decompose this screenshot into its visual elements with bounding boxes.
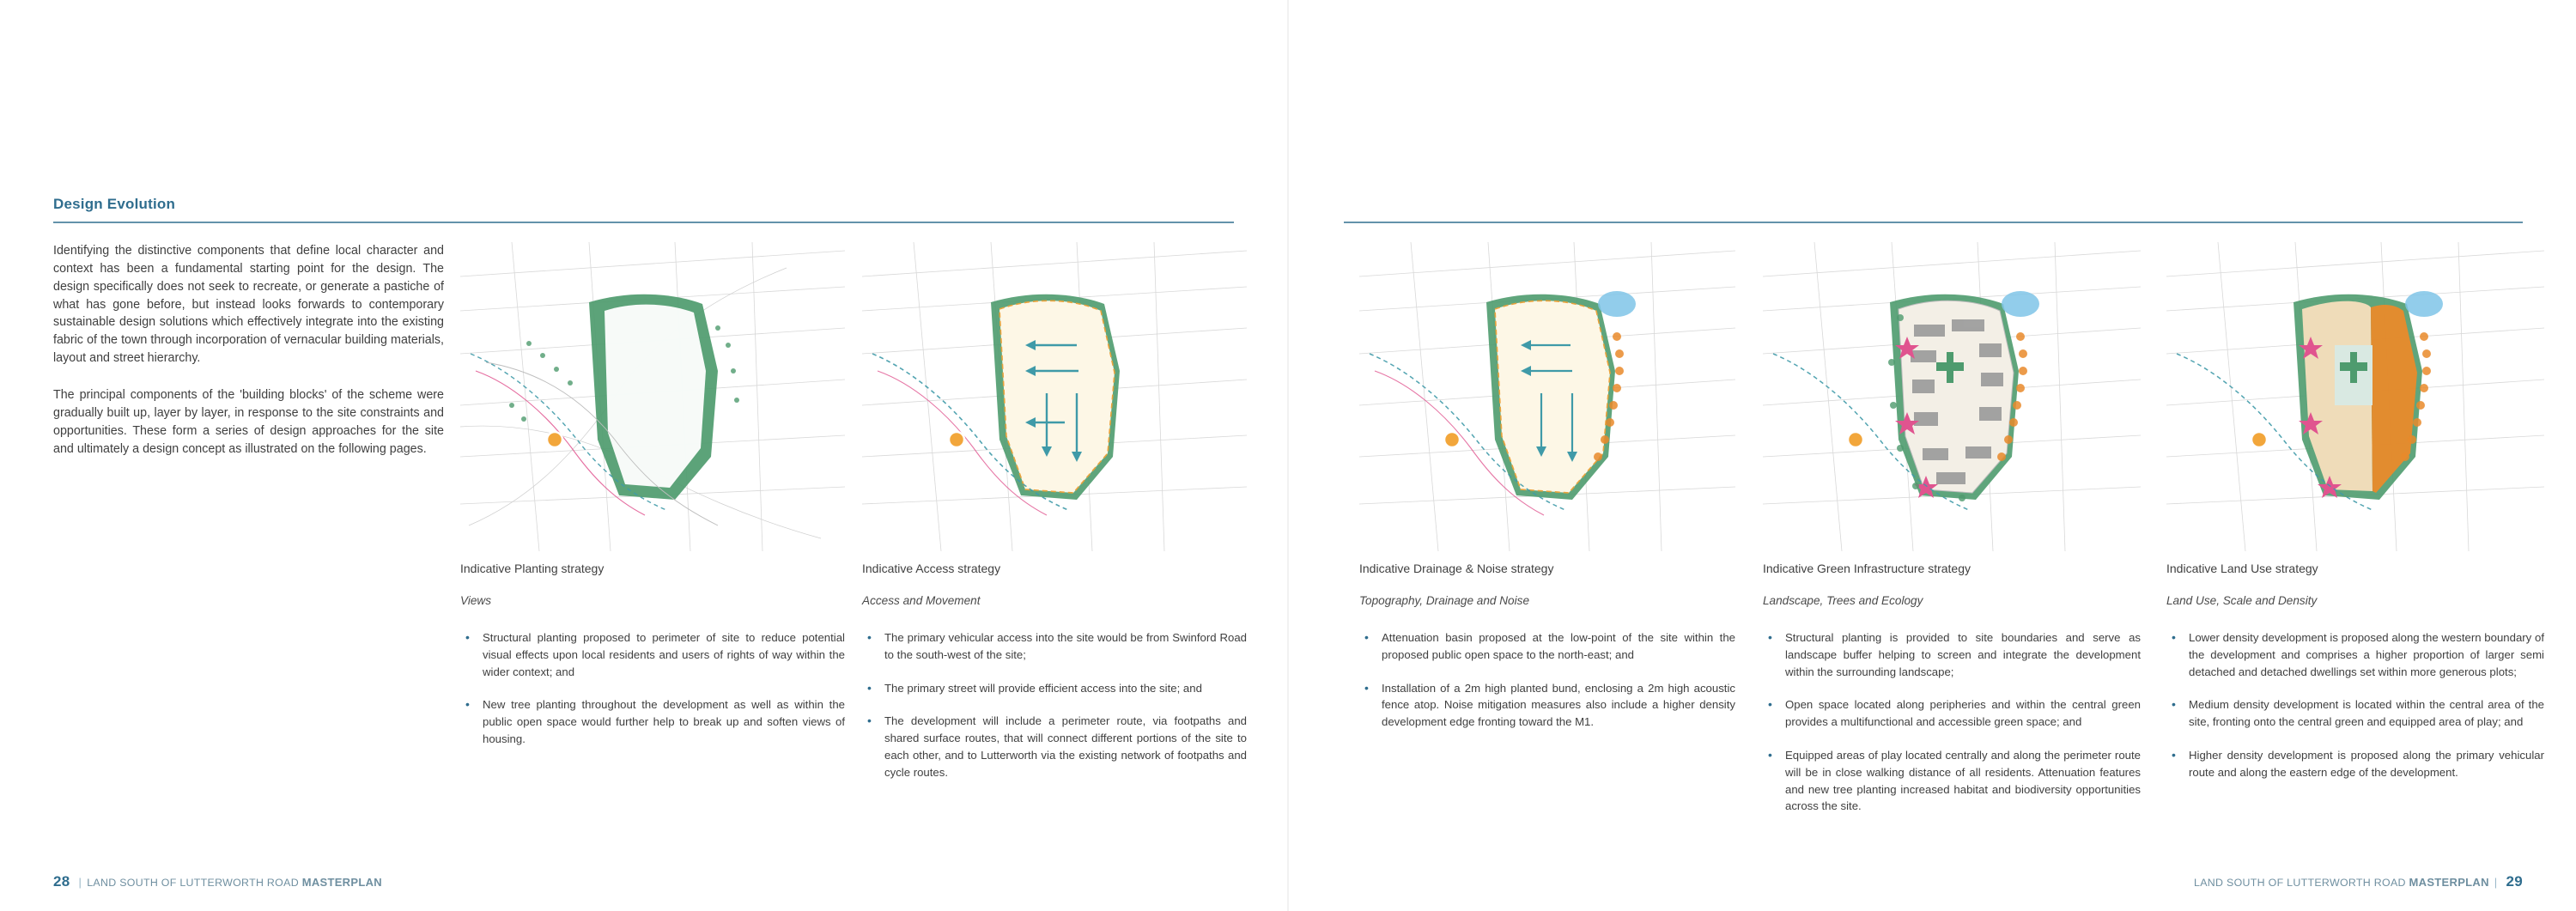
list-item: • The development will include a perimeter route, via footpaths and shared surface routes, that will connect different portions of the site to each other, and to Lutterworth via the existing network of footpaths and cycle routes. xyxy=(862,713,1247,780)
list-item: • Installation of a 2m high planted bund, enclosing a 2m high acoustic fence atop. Noise mitigation measures also include a higher density development edge fronting toward the M1. xyxy=(1359,680,1735,731)
list-item: • Structural planting proposed to perimeter of site to reduce potential visual effects upon local residents and users of rights of way within the wider context; and xyxy=(460,629,845,680)
panel-drainage-noise-strategy xyxy=(1359,242,1735,747)
access-point-marker xyxy=(1848,432,1863,447)
panel-bullet-list xyxy=(2166,629,2544,781)
list-item: • Higher density development is proposed along the primary vehicular route and along the eastern edge of the development. xyxy=(2166,747,2544,781)
panel-subtitle: Landscape, Trees and Ecology xyxy=(1763,594,1923,607)
panel-bullet-list xyxy=(1763,629,2141,815)
panel-green-infrastructure-strategy xyxy=(1763,242,2141,831)
panel-land-use-strategy xyxy=(2166,242,2544,798)
panel-caption: Indicative Drainage & Noise strategy xyxy=(1359,562,1554,575)
page-number-left: 28 xyxy=(53,873,70,890)
map-drainage-strategy xyxy=(1359,242,1735,551)
title-divider-right xyxy=(1344,222,2523,223)
map-landuse-svg xyxy=(2166,242,2544,551)
panel-planting-strategy xyxy=(460,242,845,764)
map-access-strategy xyxy=(862,242,1247,551)
intro-paragraph-1: Identifying the distinctive components that define local character and context has been a fundamental starting point for the design. The design specifically does not seek to recreate, or generate a pastiche of what has gone before, but instead looks forwards to contemporary sustainable design solutions which effectively integrate into the existing fabric of the town through incorporation of vernacular building materials, layout and street hierarchy. xyxy=(53,244,444,366)
map-drainage-svg xyxy=(1359,242,1735,551)
list-item: • Open space located along peripheries and within the central green provides a multifunctional and accessible green space; and xyxy=(1763,696,2141,731)
footer-doc-title-right: LAND SOUTH OF LUTTERWORTH ROAD xyxy=(2194,877,2409,889)
footer-separator-right: | xyxy=(2494,876,2498,889)
panel-subtitle: Access and Movement xyxy=(862,594,981,607)
panel-bullet-list xyxy=(862,629,1247,781)
attenuation-basin xyxy=(2405,291,2443,317)
footer-doc-strong-left: MASTERPLAN xyxy=(301,876,382,889)
access-point-marker xyxy=(547,432,562,447)
page-right xyxy=(1288,0,2576,911)
map-land-use xyxy=(2166,242,2544,551)
access-point-marker xyxy=(1444,432,1460,447)
panel-subtitle: Land Use, Scale and Density xyxy=(2166,594,2318,607)
map-access-svg xyxy=(862,242,1247,551)
panel-bullet-list xyxy=(460,629,845,748)
development-boundary xyxy=(999,301,1115,493)
intro-paragraph-2: The principal components of the 'building blocks' of the scheme were gradually built up, layer by layer, in response to the site constraints and opportunities. These form a series of design approaches for the site and ultimately a design concept as illustrated on the following pages. xyxy=(53,388,444,456)
map-green-infrastructure xyxy=(1763,242,2141,551)
access-point-marker xyxy=(949,432,964,447)
footer-separator-left: | xyxy=(78,876,82,889)
panel-caption: Indicative Planting strategy xyxy=(460,562,605,575)
footer-doc-strong-right: MASTERPLAN xyxy=(2409,876,2489,889)
panel-caption: Indicative Green Infrastructure strategy xyxy=(1763,562,1971,575)
map-green-svg xyxy=(1763,242,2141,551)
map-planting-strategy xyxy=(460,242,845,551)
list-item: • Structural planting is provided to site boundaries and serve as landscape buffer helping to screen and integrate the development within the surrounding landscape; xyxy=(1763,629,2141,680)
development-boundary xyxy=(1495,301,1610,493)
panel-subtitle: Topography, Drainage and Noise xyxy=(1359,594,1529,607)
panel-subtitle: Views xyxy=(460,594,492,607)
intro-text-column xyxy=(53,242,444,477)
page-number-right: 29 xyxy=(2506,873,2523,890)
attenuation-basin xyxy=(1598,291,1636,317)
list-item: • Equipped areas of play located centrally and along the perimeter route will be in close walking distance of all residents. Attenuation features and new tree planting increased habitat and biodiversity opportunities across the site. xyxy=(1763,747,2141,815)
list-item: • Attenuation basin proposed at the low-point of the site within the proposed public open space to the north-east; and xyxy=(1359,629,1735,664)
footer-left xyxy=(53,873,382,890)
footer-doc-title-left: LAND SOUTH OF LUTTERWORTH ROAD xyxy=(87,877,302,889)
attenuation-basin xyxy=(2002,291,2039,317)
list-item: • Medium density development is located within the central area of the site, fronting onto the central green and equipped area of play; and xyxy=(2166,696,2544,731)
title-divider xyxy=(53,222,1234,223)
list-item: • The primary street will provide efficient access into the site; and xyxy=(862,680,1247,697)
panel-bullet-list xyxy=(1359,629,1735,731)
panel-caption: Indicative Access strategy xyxy=(862,562,1001,575)
footer-right xyxy=(2194,873,2523,890)
panel-access-strategy xyxy=(862,242,1247,798)
panel-caption: Indicative Land Use strategy xyxy=(2166,562,2318,575)
access-point-marker xyxy=(2251,432,2267,447)
list-item: • New tree planting throughout the development as well as within the public open space would further help to break up and soften views of housing. xyxy=(460,696,845,747)
page-gutter xyxy=(1287,0,1289,911)
page-title: Design Evolution xyxy=(53,196,176,212)
list-item: • The primary vehicular access into the site would be from Swinford Road to the south-west of the site; xyxy=(862,629,1247,664)
list-item: • Lower density development is proposed along the western boundary of the development and comprises a higher proportion of larger semi detached and detached dwellings set within more generous plots; xyxy=(2166,629,2544,680)
map-planting-svg xyxy=(460,242,845,551)
